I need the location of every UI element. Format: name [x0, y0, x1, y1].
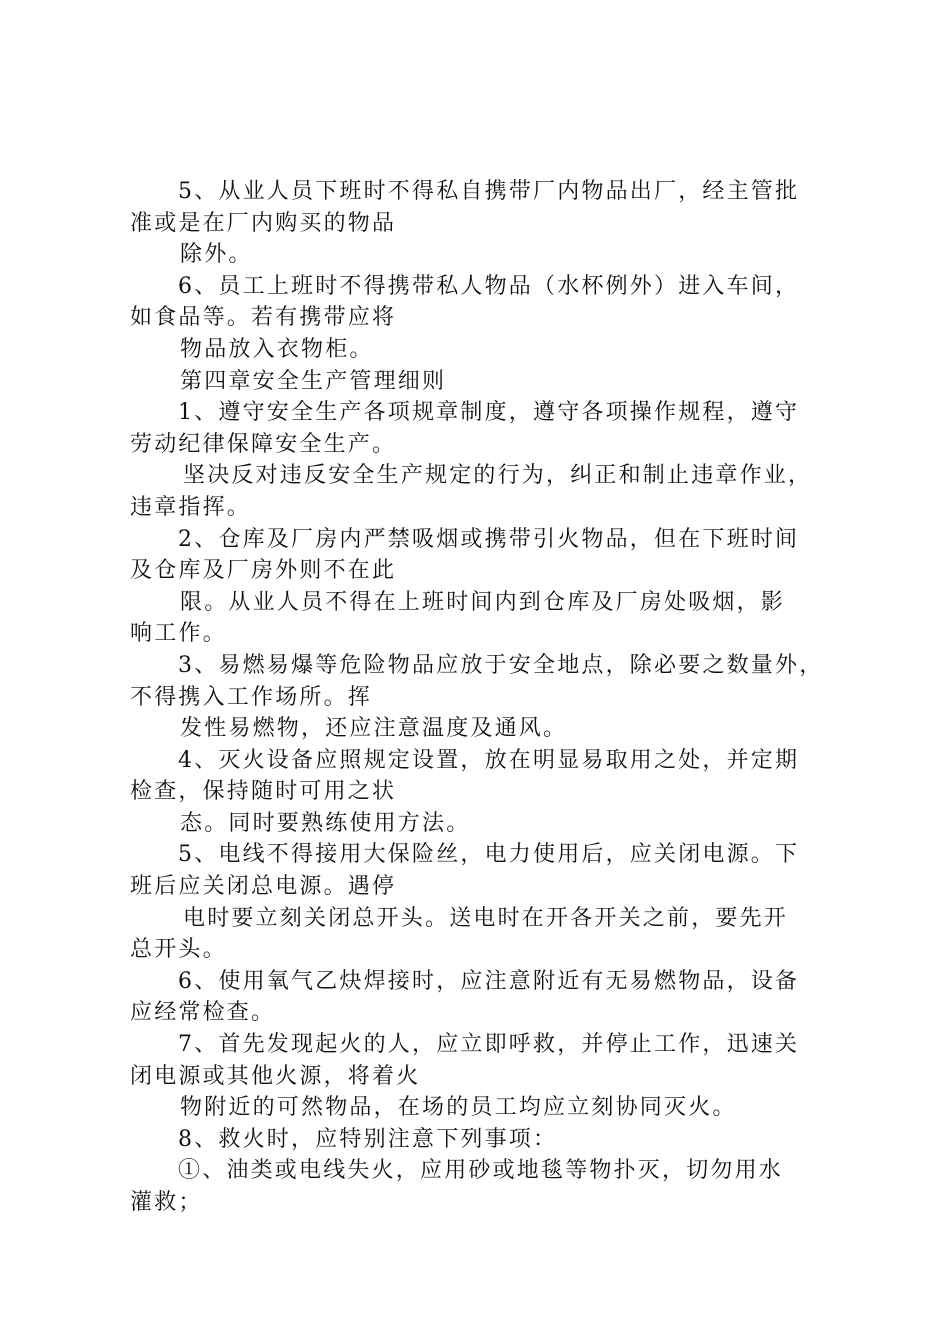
rule-line: 违章指挥。	[130, 494, 252, 520]
chapter-heading: 第四章安全生产管理细则	[180, 368, 447, 394]
rule-line: 2、仓库及厂房内严禁吸烟或携带引火物品，但在下班时间	[178, 526, 800, 552]
rule-line: 3、易燃易爆等危险物品应放于安全地点，除必要之数量外，	[178, 652, 824, 678]
rule-line: 物品放入衣物柜。	[180, 336, 374, 362]
rule-line: 劳动纪律保障安全生产。	[130, 431, 397, 457]
rule-line: 闭电源或其他火源，将着火	[130, 1063, 421, 1089]
rule-line: 检查，保持随时可用之状	[130, 779, 397, 805]
rule-line: 1、遵守安全生产各项规章制度，遵守各项操作规程，遵守	[178, 400, 800, 426]
rule-line: 准或是在厂内购买的物品	[130, 210, 397, 236]
rule-line: 总开头。	[130, 937, 227, 963]
rule-line: 不得携入工作场所。挥	[130, 684, 373, 710]
rule-line: 如食品等。若有携带应将	[130, 305, 397, 331]
document-body	[130, 176, 835, 1219]
rule-line: 及仓库及厂房外则不在此	[130, 558, 397, 584]
rule-line: 除外。	[180, 242, 253, 268]
rule-line: 应经常检查。	[130, 1000, 276, 1026]
rule-line: 4、灭火设备应照规定设置，放在明显易取用之处，并定期	[178, 747, 800, 773]
rule-line: 6、员工上班时不得携带私人物品（水杯例外）进入车间，	[178, 273, 800, 299]
rule-line: 响工作。	[130, 621, 227, 647]
rule-line: 物附近的可然物品，在场的员工均应立刻协同灭火。	[180, 1095, 737, 1121]
rule-line: 5、从业人员下班时不得私自携带厂内物品出厂，经主管批	[178, 179, 800, 204]
rule-line: 坚决反对违反安全生产规定的行为，纠正和制止违章作业，	[183, 463, 813, 489]
rule-line: 7、首先发现起火的人，应立即呼救，并停止工作，迅速关	[178, 1032, 800, 1058]
rule-line: 6、使用氧气乙炔焊接时，应注意附近有无易燃物品，设备	[178, 968, 800, 994]
rule-line: 电时要立刻关闭总开头。送电时在开各开关之前，要先开	[183, 905, 789, 931]
rule-line: ①、油类或电线失火，应用砂或地毯等物扑灭，切勿用水	[178, 1158, 784, 1184]
rule-line: 发性易燃物，还应注意温度及通风。	[180, 716, 568, 742]
rule-line: 班后应关闭总电源。遇停	[130, 874, 397, 900]
rule-line: 灌救；	[130, 1190, 203, 1215]
rule-line: 8、救火时，应特别注意下列事项：	[178, 1126, 558, 1152]
rule-line: 态。同时要熟练使用方法。	[180, 810, 471, 836]
rule-line: 5、电线不得接用大保险丝，电力使用后，应关闭电源。下	[178, 842, 800, 868]
rule-line: 限。从业人员不得在上班时间内到仓库及厂房处吸烟，影	[180, 589, 786, 615]
